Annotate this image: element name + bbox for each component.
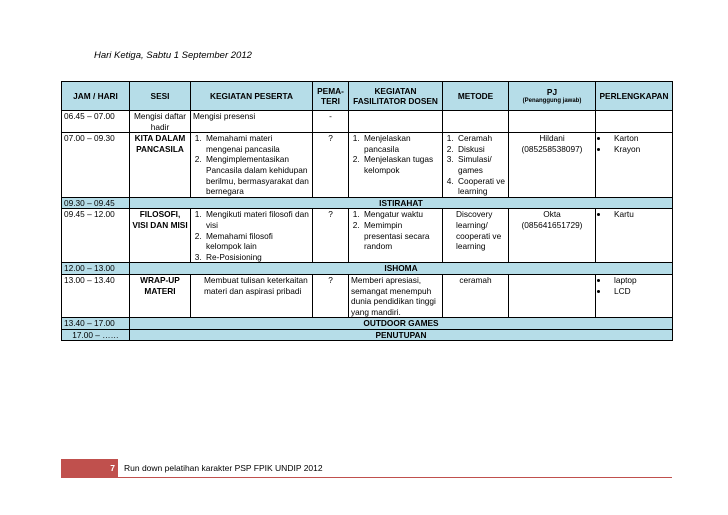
cell-sesi: WRAP-UP MATERI bbox=[130, 274, 191, 317]
list-item: 3. Simulasi/ games bbox=[456, 154, 506, 175]
break-label: ISTIRAHAT bbox=[130, 197, 673, 209]
cell-metode: ceramah bbox=[443, 274, 509, 317]
break-label: PENUTUPAN bbox=[130, 329, 673, 341]
page-number: 7 bbox=[110, 463, 115, 473]
list-item: 1. Memahami materi mengenai pancasila bbox=[204, 133, 310, 154]
col-header-jam: JAM / HARI bbox=[62, 82, 130, 111]
list-item: 2. Mengimplementasikan Pancasila dalam kehidupan berilmu, bermasyarakat dan bernegara bbox=[204, 154, 310, 196]
list-item: 2. Menjelaskan tugas kelompok bbox=[362, 154, 440, 175]
table-header-row bbox=[62, 82, 673, 111]
list-item: 2. Memimpin presentasi secara random bbox=[362, 220, 440, 252]
col-header-perlengkapan: PERLENGKAPAN bbox=[596, 82, 673, 111]
list-item: 1. Ceramah bbox=[456, 133, 506, 144]
cell-metode: Discovery learning/ cooperati ve learning bbox=[443, 209, 509, 263]
pj-phone: (085641651729) bbox=[521, 219, 583, 230]
list-item: 1. Menjelaskan pancasila bbox=[362, 133, 440, 154]
list-item: • Karton bbox=[609, 133, 670, 144]
cell-pemateri: - bbox=[313, 111, 349, 133]
footer-rule bbox=[61, 477, 672, 478]
cell-perlengkapan bbox=[596, 209, 673, 263]
table-row bbox=[62, 274, 673, 317]
list-item: 2. Diskusi bbox=[456, 144, 506, 155]
header-fasilitator-line1: KEGIATAN bbox=[374, 86, 417, 96]
col-header-kegiatan-fasilitator bbox=[349, 82, 443, 111]
pj-name: Okta bbox=[543, 209, 561, 220]
cell-jam: 13.40 – 17.00 bbox=[62, 318, 130, 330]
pj-phone: (085258538097) bbox=[521, 143, 583, 154]
cell-pemateri: ? bbox=[313, 274, 349, 317]
cell-jam: 06.45 – 07.00 bbox=[62, 111, 130, 133]
cell-fasilitator: Memberi apresiasi, semangat menempuh dunia pendidikan tinggi yang mandiri. bbox=[349, 274, 443, 317]
cell-jam: 17.00 – …… bbox=[62, 329, 130, 341]
header-pemateri-line2: TERI bbox=[321, 96, 340, 106]
cell-sesi: Mengisi daftar hadir bbox=[130, 111, 191, 133]
cell-perlengkapan bbox=[596, 133, 673, 198]
cell-pemateri: ? bbox=[313, 209, 349, 263]
cell-pj bbox=[509, 133, 596, 198]
table-row bbox=[62, 133, 673, 198]
day-title: Hari Ketiga, Sabtu 1 September 2012 bbox=[94, 50, 252, 61]
cell-kegiatan bbox=[191, 209, 313, 263]
list-item: 3. Re-Posisioning bbox=[204, 252, 310, 263]
table-row-break bbox=[62, 197, 673, 209]
list-item: 2. Memahami filosofi kelompok lain bbox=[204, 231, 310, 252]
list-item: • LCD bbox=[609, 286, 670, 297]
col-header-metode: METODE bbox=[443, 82, 509, 111]
header-pemateri-line1: PEMA- bbox=[317, 86, 344, 96]
cell-fasilitator bbox=[349, 209, 443, 263]
cell-pj bbox=[509, 209, 596, 263]
table-row bbox=[62, 111, 673, 133]
cell-fasilitator bbox=[349, 133, 443, 198]
cell-jam: 07.00 – 09.30 bbox=[62, 133, 130, 198]
break-label: OUTDOOR GAMES bbox=[130, 318, 673, 330]
break-label: ISHOMA bbox=[130, 263, 673, 275]
table-row bbox=[62, 209, 673, 263]
table-row-break bbox=[62, 329, 673, 341]
table-row-break bbox=[62, 318, 673, 330]
col-header-kegiatan-peserta: KEGIATAN PESERTA bbox=[191, 82, 313, 111]
list-item: 4. Cooperati ve learning bbox=[456, 176, 506, 197]
cell-perlengkapan bbox=[596, 274, 673, 317]
pj-name: Hildani bbox=[539, 133, 565, 144]
cell-pj bbox=[509, 111, 596, 133]
cell-kegiatan: Mengisi presensi bbox=[191, 111, 313, 133]
header-pj: PJ bbox=[546, 87, 558, 97]
cell-jam: 09.45 – 12.00 bbox=[62, 209, 130, 263]
cell-jam: 13.00 – 13.40 bbox=[62, 274, 130, 317]
list-item: 1. Mengatur waktu bbox=[362, 209, 440, 220]
list-item: • Kartu bbox=[609, 209, 670, 220]
cell-jam: 12.00 – 13.00 bbox=[62, 263, 130, 275]
cell-pj bbox=[509, 274, 596, 317]
col-header-sesi: SESI bbox=[130, 82, 191, 111]
table-row-break bbox=[62, 263, 673, 275]
header-pj-sub: (Penanggung jawab) bbox=[522, 98, 582, 104]
cell-sesi: KITA DALAM PANCASILA bbox=[130, 133, 191, 198]
schedule-table bbox=[61, 81, 673, 341]
cell-kegiatan bbox=[191, 133, 313, 198]
list-item: • Krayon bbox=[609, 144, 670, 155]
col-header-pemateri bbox=[313, 82, 349, 111]
cell-perlengkapan bbox=[596, 111, 673, 133]
header-fasilitator-line2: FASILITATOR DOSEN bbox=[353, 96, 438, 106]
list-item: 1. Mengikuti materi filosofi dan visi bbox=[204, 209, 310, 230]
cell-fasilitator bbox=[349, 111, 443, 133]
cell-sesi: FILOSOFI, VISI DAN MISI bbox=[130, 209, 191, 263]
cell-pemateri: ? bbox=[313, 133, 349, 198]
cell-kegiatan: Membuat tulisan keterkaitan materi dan aspirasi pribadi bbox=[191, 274, 313, 317]
list-item: • laptop bbox=[609, 275, 670, 286]
footer-text: Run down pelatihan karakter PSP FPIK UNDIP 2012 bbox=[124, 463, 323, 473]
cell-metode bbox=[443, 111, 509, 133]
cell-metode bbox=[443, 133, 509, 198]
cell-jam: 09.30 – 09.45 bbox=[62, 197, 130, 209]
col-header-pj bbox=[509, 82, 596, 111]
